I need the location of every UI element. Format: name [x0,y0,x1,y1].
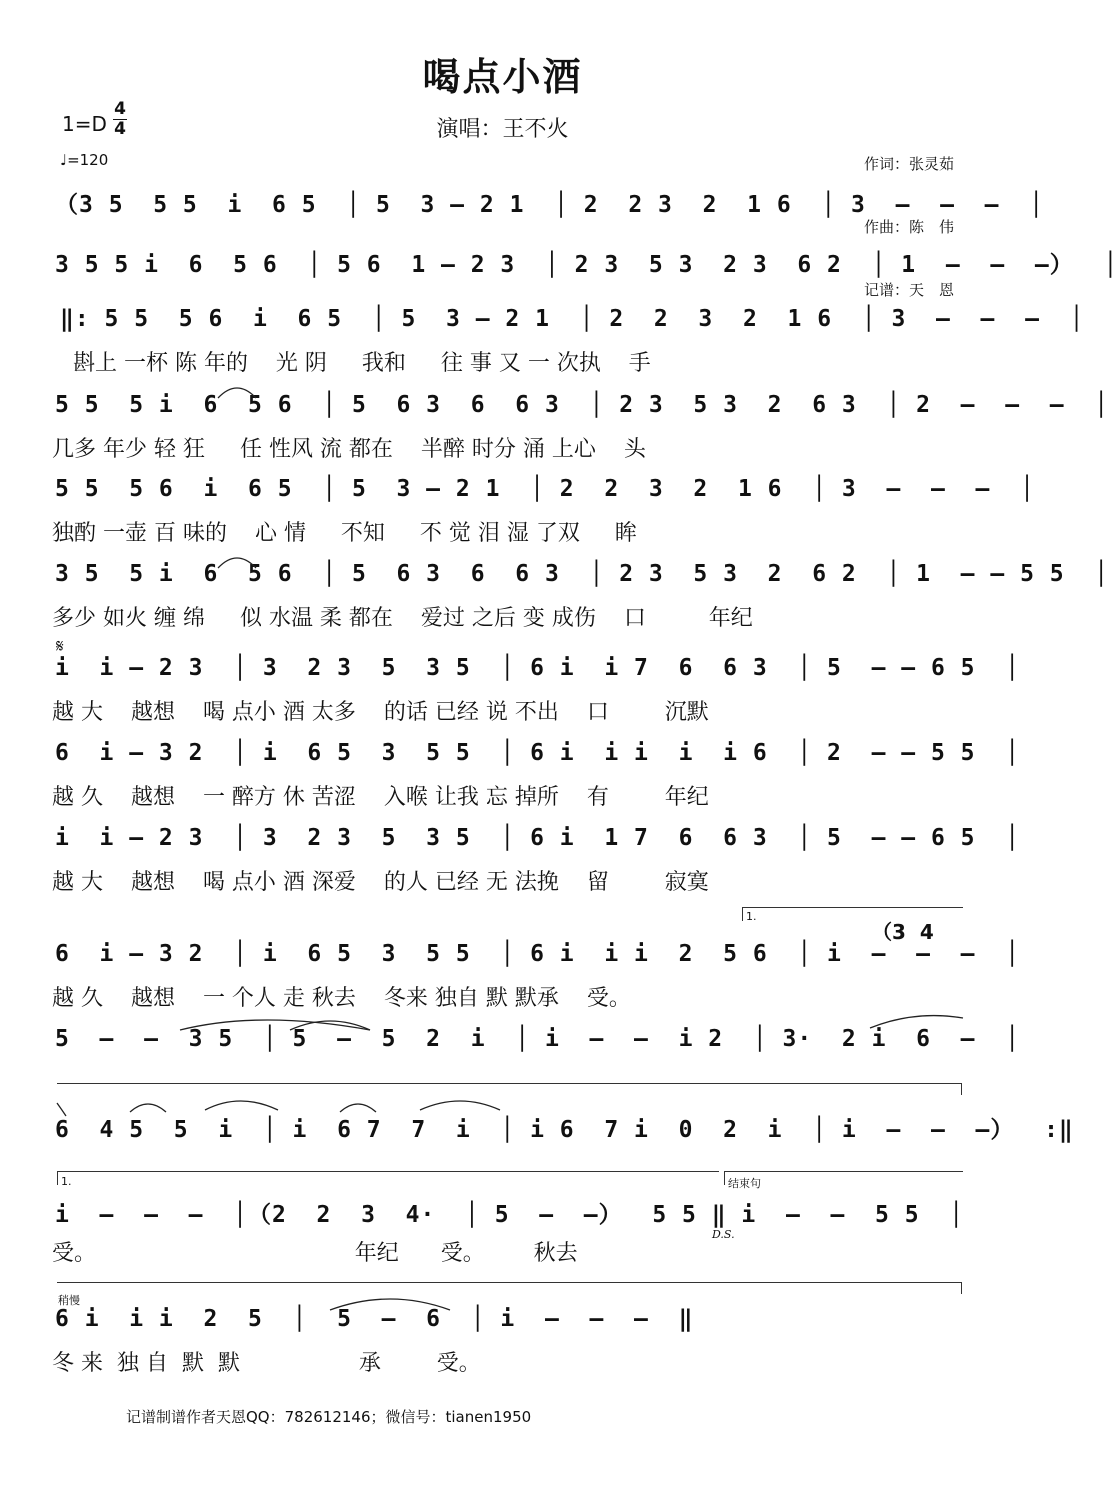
interlude-bracket-tick [961,1083,962,1095]
score-row-12-notes: 6 4 5 5 i │ i 6 7 7 i │ i 6 7 i 0 2 i │ i – – –） :‖ [55,1117,1074,1143]
song-title: 喝点小酒 [422,55,583,99]
score-row-6-notes: 3 5 5 i 6 5 6 │ 5 6 3 6 6 3 │ 2 3 5 3 2 6 2 │ 1 – – 5 5 │ [55,561,1110,587]
slow-marking: 稍慢 [58,1294,80,1307]
score-row-9-lyrics: 越 大 越想 喝 点小 酒 深爱 的人 已经 无 法挽 留 寂寞 [52,870,709,895]
score-row-9-notes: i i – 2 3 │ 3 2 3 5 3 5 │ 6 i 1 7 6 6 3 │ 5 – – 6 5 │ [55,825,1021,851]
segno-sign: 𝄋 [56,636,64,657]
slur-row-12-e [420,1101,500,1110]
score-row-3-notes: ‖: 5 5 5 6 i 6 5 │ 5 3 – 2 1 │ 2 2 3 2 1 6 │ 3 – – – │ [60,306,1085,332]
time-signature [112,100,128,139]
score-row-10-notes: 6 i – 3 2 │ i 6 5 3 5 5 │ 6 i i i 2 5 6 │ i – – – │ [55,941,1021,967]
score-row-14-notes: 6 i i i 2 5 │ 5 – 6 │ i – – – ‖ [55,1306,694,1332]
score-row-3-lyrics: 斟上 一杯 陈 年的 光 阴 我和 往 事 又 一 次执 手 [52,351,651,376]
score-row-8-notes: 6 i – 3 2 │ i 6 5 3 5 5 │ 6 i i i i i 6 │ 2 – – 5 5 │ [55,740,1021,766]
ds-marking: D.S. [712,1228,735,1241]
lyricist-credit: 作词：张灵茹 [864,155,955,173]
score-row-4-lyrics: 几多 年少 轻 狂 任 性风 流 都在 半醉 时分 涌 上心 头 [52,437,646,462]
score-row-14-lyrics: 冬 来 独 自 默 默 承 受。 [52,1351,481,1376]
score-row-7-lyrics: 越 大 越想 喝 点小 酒 太多 的话 已经 说 不出 口 沉默 [52,700,709,725]
slow-section-bracket-tick [961,1282,962,1294]
time-signature-bottom: 4 [114,119,126,139]
score-row-6-lyrics: 多少 如火 缠 绵 似 水温 柔 都在 爱过 之后 变 成伤 口 年纪 [52,606,753,631]
time-signature-top: 4 [114,99,126,119]
score-row-1-notes: （3 5 5 5 i 6 5 │ 5 3 – 2 1 │ 2 2 3 2 1 6 │ 3 – – – │ [55,192,1045,218]
transcriber-footer: 记谱制谱作者天恩QQ：782612146；微信号：tianen1950 [126,1408,532,1426]
coda-bracket-tick [724,1171,725,1185]
first-ending-bracket [742,907,963,908]
score-row-4-notes: 5 5 5 i 6 5 6 │ 5 6 3 6 6 3 │ 2 3 5 3 2 6 3 │ 2 – – – │ [55,392,1110,418]
coda-bracket [724,1171,963,1172]
score-row-5-notes: 5 5 5 6 i 6 5 │ 5 3 – 2 1 │ 2 2 3 2 1 6 │ 3 – – – │ [55,476,1035,502]
score-row-10-lyrics: 越 久 越想 一 个人 走 秋去 冬来 独自 默 默承 受。 [52,986,631,1011]
score-row-7-notes: i i – 2 3 │ 3 2 3 5 3 5 │ 6 i i 7 6 6 3 │ 5 – – 6 5 │ [55,655,1021,681]
second-ending-bracket [57,1171,719,1172]
second-ending-bracket-tick [57,1171,58,1185]
score-row-13-notes: i – – – │（2 2 3 4· │ 5 – –） 5 5 ‖ i – – 5 5 │ [55,1202,965,1228]
first-ending-label: 1. [746,910,757,923]
first-ending-bracket-tick [742,907,743,921]
second-ending-label: 1. [61,1175,72,1188]
tempo-marking: ♩=120 [60,151,109,169]
interlude-bracket [57,1083,961,1084]
pickup-notes: （3 4 [872,920,934,944]
score-row-2-notes: 3 5 5 i 6 5 6 │ 5 6 1 – 2 3 │ 2 3 5 3 2 3 6 2 │ 1 – – –） │ [55,252,1118,278]
coda-label: 结束句 [728,1177,761,1190]
slow-section-bracket [57,1282,961,1283]
score-row-8-lyrics: 越 久 越想 一 醉方 休 苦涩 入喉 让我 忘 掉所 有 年纪 [52,785,709,810]
score-row-13-lyrics: 受。 年纪 受。 秋去 [52,1241,578,1266]
singer-credit: 演唱：王不火 [436,117,569,142]
score-row-11-notes: 5 – – 3 5 │ 5 – 5 2 i │ i – – i 2 │ 3· 2 i 6 – │ [55,1026,1021,1052]
key-signature: 1=D [62,112,107,136]
transcriber-credit: 记谱：天 恩 [864,281,955,299]
score-row-5-lyrics: 独酌 一壶 百 味的 心 情 不知 不 觉 泪 湿 了双 眸 [52,521,637,546]
slur-row-12-c [205,1101,278,1110]
composer-credit: 作曲：陈 伟 [864,218,955,236]
